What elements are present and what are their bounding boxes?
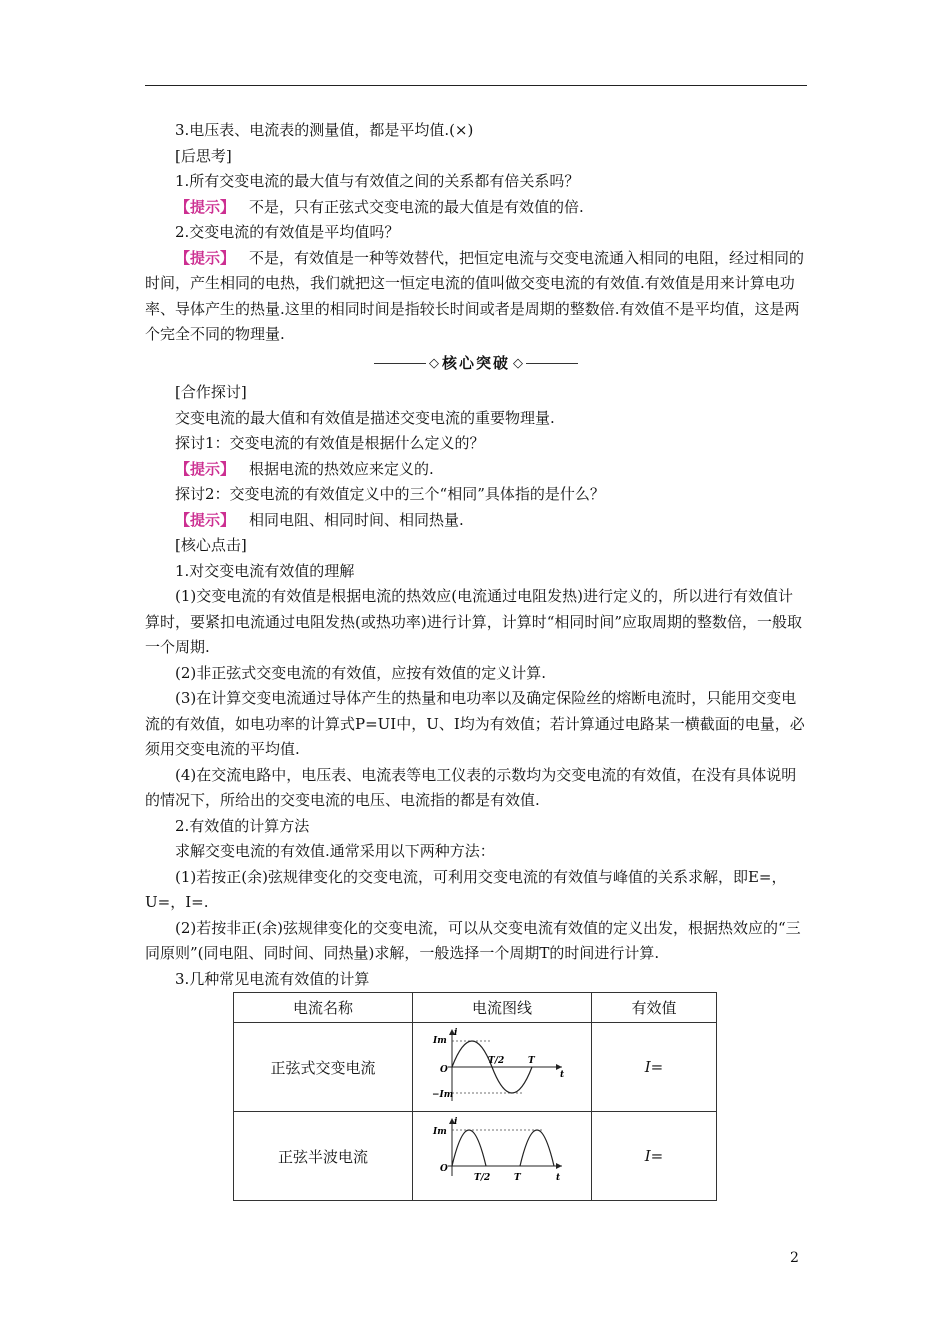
divider bbox=[374, 363, 426, 364]
sine-wave-graph-cell bbox=[413, 1023, 592, 1112]
divider bbox=[526, 363, 578, 364]
hint-label: 【提示】 bbox=[175, 248, 236, 267]
period-label: T bbox=[514, 1173, 521, 1183]
table-header: 有效值 bbox=[592, 993, 717, 1023]
hint-paragraph bbox=[145, 508, 807, 534]
hint-paragraph bbox=[145, 195, 807, 221]
paragraph: (4)在交流电路中，电压表、电流表等电工仪表的示数均为交变电流的有效值，在没有具体说明的情况下，所给出的交变电流的电压、电流指的都是有效值. bbox=[145, 765, 797, 809]
hint-text: 不是，有效值是一种等效替代，把恒定电流与交变电流通入相同的电阻，经过相同的时间，产生相同的电热，我们就把这一恒定电流的值叫做交变电流的有效值.有效值是用来计算电功率、导体产生的热量.这里的相同时间是指较长时间或者是周期的整数倍.有效值不是平均值，这是两个完全不同的物理量. bbox=[145, 248, 805, 343]
paragraph: 求解交变电流的有效值.通常采用以下两种方法： bbox=[175, 842, 495, 860]
paragraph: (2)非正弦式交变电流的有效值，应按有效值的定义计算. bbox=[175, 663, 547, 682]
t-axis-label: t bbox=[560, 1070, 565, 1080]
paragraph: 2.交变电流的有效值是平均值吗？ bbox=[175, 223, 400, 241]
paragraph: 3.几种常见电流有效值的计算 bbox=[175, 969, 370, 988]
paragraph: [后思考] bbox=[175, 146, 232, 165]
neg-im-label: −Im bbox=[432, 1090, 454, 1100]
paragraph: (1)若按正(余)弦规律变化的交变电流，可利用交变电流的有效值与峰值的关系求解，即E=，U=，I=. bbox=[145, 867, 787, 911]
sine-wave-graph bbox=[432, 1025, 572, 1105]
table-header: 电流图线 bbox=[413, 993, 592, 1023]
header-rule bbox=[145, 85, 807, 86]
paragraph: [合作探讨] bbox=[175, 383, 247, 401]
hint-label: 【提示】 bbox=[175, 510, 236, 529]
rms-value: I= bbox=[592, 1112, 717, 1201]
half-period-label: T/2 bbox=[488, 1056, 505, 1066]
hint-paragraph bbox=[145, 457, 807, 483]
table-row bbox=[234, 1023, 717, 1112]
rms-table bbox=[233, 992, 717, 1201]
paragraph: 交变电流的最大值和有效值是描述交变电流的重要物理量. bbox=[175, 408, 555, 427]
hint-label: 【提示】 bbox=[175, 197, 236, 216]
period-label: T bbox=[528, 1056, 535, 1066]
hint-text: 不是，只有正弦式交变电流的最大值是有效值的倍. bbox=[249, 197, 584, 216]
current-name: 正弦式交变电流 bbox=[234, 1023, 413, 1112]
section-title: 核心突破 bbox=[441, 353, 510, 372]
current-name: 正弦半波电流 bbox=[234, 1112, 413, 1201]
table-header: 电流名称 bbox=[234, 993, 413, 1023]
i-axis-label: i bbox=[454, 1117, 458, 1127]
half-wave-graph-cell bbox=[413, 1112, 592, 1201]
table-header-row bbox=[234, 993, 717, 1023]
table-row bbox=[234, 1112, 717, 1201]
origin-label: O bbox=[440, 1164, 448, 1174]
im-label: Im bbox=[433, 1127, 447, 1137]
rms-value: I= bbox=[592, 1023, 717, 1112]
i-axis-label: i bbox=[454, 1028, 458, 1038]
im-label: Im bbox=[433, 1036, 447, 1046]
paragraph: 1.所有交变电流的最大值与有效值之间的关系都有倍关系吗？ bbox=[175, 172, 580, 190]
diamond-icon: ◇ bbox=[513, 355, 523, 371]
hint-label: 【提示】 bbox=[175, 459, 236, 478]
paragraph: 2.有效值的计算方法 bbox=[175, 816, 310, 835]
hint-text: 根据电流的热效应来定义的. bbox=[249, 459, 434, 478]
paragraph: (2)若按非正(余)弦规律变化的交变电流，可以从交变电流有效值的定义出发，根据热效应的“三同原则”(同电阻、同时间、同热量)求解，一般选择一个周期T的时间进行计算. bbox=[145, 918, 801, 962]
paragraph: 1.对交变电流有效值的理解 bbox=[175, 561, 355, 580]
document-body bbox=[145, 118, 807, 992]
t-axis-label: t bbox=[556, 1173, 561, 1183]
half-wave-graph bbox=[432, 1114, 572, 1194]
diamond-icon: ◇ bbox=[428, 355, 439, 371]
hint-text: 相同电阻、相同时间、相同热量. bbox=[249, 510, 464, 529]
half-period-label: T/2 bbox=[474, 1173, 491, 1183]
paragraph: 探讨2：交变电流的有效值定义中的三个“相同”具体指的是什么？ bbox=[175, 485, 605, 503]
paragraph: 3.电压表、电流表的测量值，都是平均值.(×) bbox=[175, 121, 474, 139]
section-heading bbox=[145, 351, 807, 377]
paragraph: (3)在计算交变电流通过导体产生的热量和电功率以及确定保险丝的熔断电流时，只能用交变电流的有效值，如电功率的计算式P=UI中，U、I均为有效值；若计算通过电路某一横截面的电量，必须用交变电流的平均值. bbox=[145, 689, 805, 758]
origin-label: O bbox=[440, 1065, 448, 1075]
hint-paragraph bbox=[145, 246, 807, 348]
paragraph: [核心点击] bbox=[175, 536, 247, 554]
paragraph: 探讨1：交变电流的有效值是根据什么定义的？ bbox=[175, 434, 485, 452]
paragraph: (1)交变电流的有效值是根据电流的热效应(电流通过电阻发热)进行定义的，所以进行有效值计算时，要紧扣电流通过电阻发热(或热功率)进行计算，计算时“相同时间”应取周期的整数倍，一般取一个周期. bbox=[145, 587, 803, 656]
page-number: 2 bbox=[790, 1250, 799, 1266]
